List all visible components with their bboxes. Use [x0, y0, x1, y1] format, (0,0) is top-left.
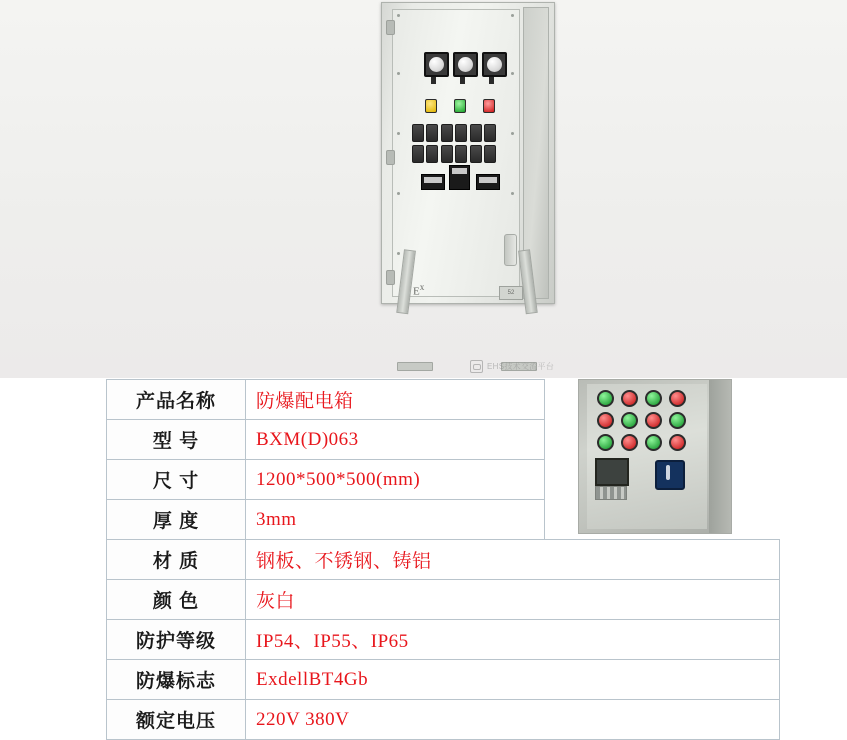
- spec-label: 防护等级: [107, 620, 246, 660]
- indicator-lamp-yellow: [425, 99, 437, 113]
- spec-value: 防爆配电箱: [246, 380, 545, 420]
- table-row: [107, 620, 780, 660]
- digital-meter: [476, 174, 500, 190]
- spec-value: IP54、IP55、IP65: [246, 620, 780, 660]
- panel-switch: [484, 145, 496, 163]
- cabinet-hinge: [386, 150, 395, 165]
- watermark-label: EHS技术交流平台: [487, 362, 555, 371]
- table-row: [107, 420, 780, 460]
- panel-switch: [484, 124, 496, 142]
- wechat-official-account-icon: [470, 360, 483, 373]
- spec-value: ExdellBT4Gb: [246, 660, 780, 700]
- spec-label: 厚 度: [107, 500, 246, 540]
- cabinet-bolt: [397, 192, 400, 195]
- cabinet-bolt: [397, 14, 400, 17]
- panel-switch: [470, 124, 482, 142]
- nameplate: 52: [499, 286, 523, 300]
- spec-value: 3mm: [246, 500, 545, 540]
- panel-switch: [470, 145, 482, 163]
- spec-label: 颜 色: [107, 580, 246, 620]
- indicator-lamp-green: [454, 99, 466, 113]
- spec-value: 钢板、不锈钢、铸铝: [246, 540, 780, 580]
- spec-label: 防爆标志: [107, 660, 246, 700]
- panel-switch: [426, 124, 438, 142]
- cabinet-bolt: [511, 192, 514, 195]
- spec-label: 尺 寸: [107, 460, 246, 500]
- digital-meter: [449, 165, 470, 190]
- spec-value: 1200*500*500(mm): [246, 460, 545, 500]
- cabinet-bolt: [511, 72, 514, 75]
- panel-switch: [455, 124, 467, 142]
- row-spacer: [545, 380, 780, 420]
- row-spacer: [545, 500, 780, 540]
- panel-switch: [426, 145, 438, 163]
- panel-switch: [412, 124, 424, 142]
- watermark: [470, 360, 554, 373]
- cabinet-hinge: [386, 20, 395, 35]
- table-row: [107, 380, 780, 420]
- explosion-proof-cabinet-illustration: [381, 2, 553, 312]
- spec-value: 灰白: [246, 580, 780, 620]
- cabinet-bolt: [511, 132, 514, 135]
- base-foot-left: [397, 362, 433, 371]
- table-row: [107, 700, 780, 740]
- table-row: [107, 580, 780, 620]
- table-row: [107, 500, 780, 540]
- cabinet-bolt: [397, 72, 400, 75]
- digital-meter: [421, 174, 445, 190]
- table-row: [107, 540, 780, 580]
- panel-switch: [441, 145, 453, 163]
- cabinet-hinge: [386, 270, 395, 285]
- table-row: [107, 460, 780, 500]
- cabinet-bolt: [511, 14, 514, 17]
- panel-meter: [453, 52, 478, 77]
- cabinet-bolt: [397, 132, 400, 135]
- specification-table-body: [107, 380, 780, 740]
- specification-table: [106, 379, 780, 740]
- spec-label: 材 质: [107, 540, 246, 580]
- spec-value: 220V 380V: [246, 700, 780, 740]
- door-handle: [504, 234, 517, 266]
- cabinet-bolt: [397, 252, 400, 255]
- table-row: [107, 660, 780, 700]
- spec-label: 额定电压: [107, 700, 246, 740]
- row-spacer: [545, 420, 780, 460]
- spec-label: 产品名称: [107, 380, 246, 420]
- indicator-lamp-red: [483, 99, 495, 113]
- panel-meter: [424, 52, 449, 77]
- row-spacer: [545, 460, 780, 500]
- panel-switch: [455, 145, 467, 163]
- panel-switch: [412, 145, 424, 163]
- panel-meter: [482, 52, 507, 77]
- panel-switch: [441, 124, 453, 142]
- spec-label: 型 号: [107, 420, 246, 460]
- ex-marking: $E^x$: [413, 282, 425, 298]
- spec-value: BXM(D)063: [246, 420, 545, 460]
